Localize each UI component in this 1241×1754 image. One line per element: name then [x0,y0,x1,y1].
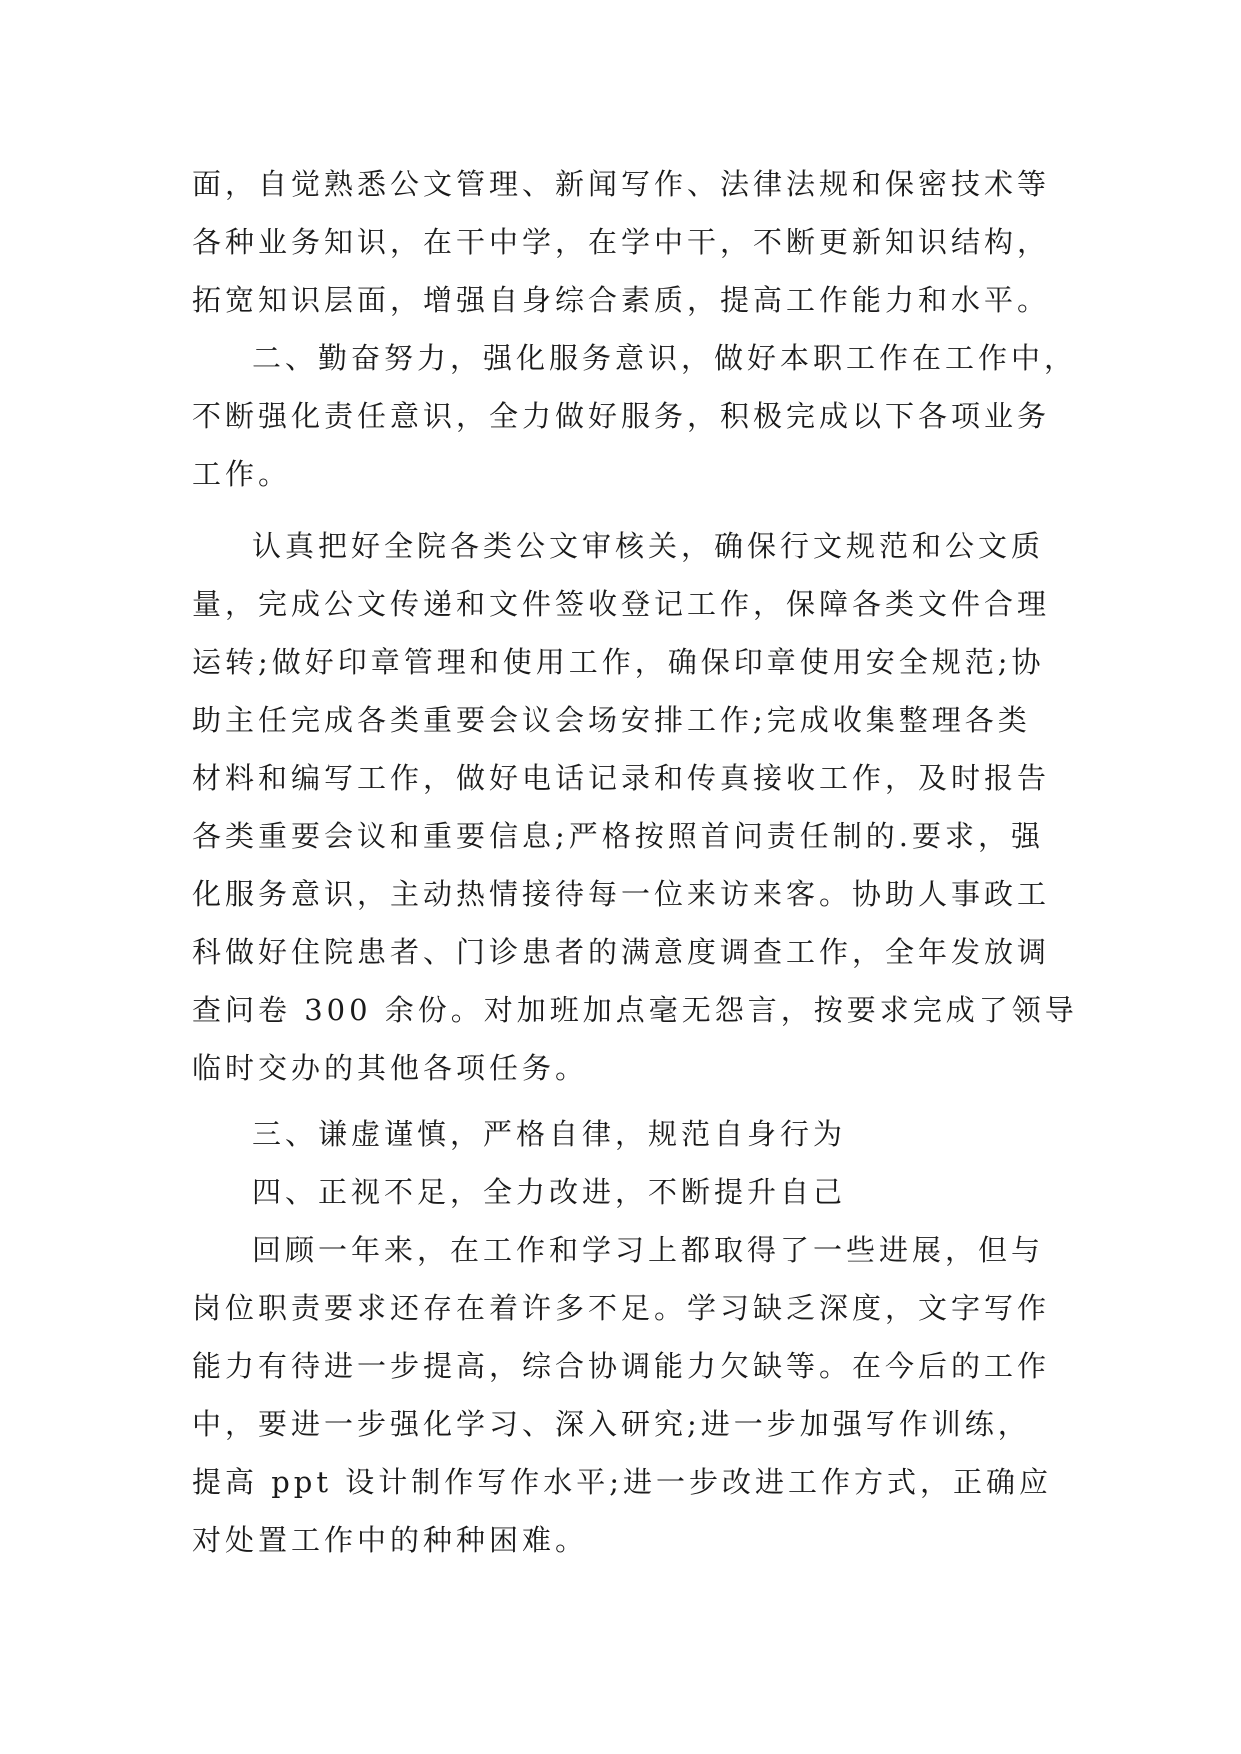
text-line: 不断强化责任意识，全力做好服务，积极完成以下各项业务 [192,399,1051,433]
text-line: 各种业务知识，在干中学，在学中干，不断更新知识结构， [192,225,1051,259]
section-heading-line: 二、勤奋努力，强化服务意识，做好本职工作在工作中， [252,341,1078,375]
paragraph [192,1221,1080,1569]
paragraph [192,329,1080,503]
document-body [192,155,1080,1569]
text-line: 拓宽知识层面，增强自身综合素质，提高工作能力和水平。 [192,283,1051,317]
text-line: 提高 ppt 设计制作写作水平;进一步改进工作方式，正确应 [192,1465,1052,1499]
section-heading-line: 四、正视不足，全力改进，不断提升自己 [252,1175,847,1209]
text-line: 工作。 [192,457,292,491]
text-line: 量，完成公文传递和文件签收登记工作，保障各类文件合理 [192,587,1051,621]
text-line: 科做好住院患者、门诊患者的满意度调查工作，全年发放调 [192,935,1051,969]
text-line: 面，自觉熟悉公文管理、新闻写作、法律法规和保密技术等 [192,167,1051,201]
text-line: 材料和编写工作，做好电话记录和传真接收工作，及时报告 [192,761,1051,795]
section-heading-line: 三、谦虚谨慎，严格自律，规范自身行为 [252,1117,847,1151]
paragraph [192,1163,1080,1221]
paragraph [192,517,1080,1097]
text-line: 认真把好全院各类公文审核关，确保行文规范和公文质 [252,529,1045,563]
text-line: 临时交办的其他各项任务。 [192,1051,589,1085]
text-line: 岗位职责要求还存在着许多不足。学习缺乏深度，文字写作 [192,1291,1051,1325]
text-line: 对处置工作中的种种困难。 [192,1523,589,1557]
text-line: 助主任完成各类重要会议会场安排工作;完成收集整理各类 [192,703,1031,737]
text-line: 回顾一年来，在工作和学习上都取得了一些进展，但与 [252,1233,1045,1267]
text-line: 中，要进一步强化学习、深入研究;进一步加强写作训练， [192,1407,1031,1441]
text-line: 各类重要会议和重要信息;严格按照首问责任制的.要求，强 [192,819,1044,853]
text-line: 运转;做好印章管理和使用工作，确保印章使用安全规范;协 [192,645,1045,679]
text-line: 能力有待进一步提高，综合协调能力欠缺等。在今后的工作 [192,1349,1051,1383]
paragraph [192,155,1080,329]
text-line: 化服务意识，主动热情接待每一位来访来客。协助人事政工 [192,877,1051,911]
paragraph [192,1105,1080,1163]
text-line: 查问卷 300 余份。对加班加点毫无怨言，按要求完成了领导 [192,993,1078,1027]
